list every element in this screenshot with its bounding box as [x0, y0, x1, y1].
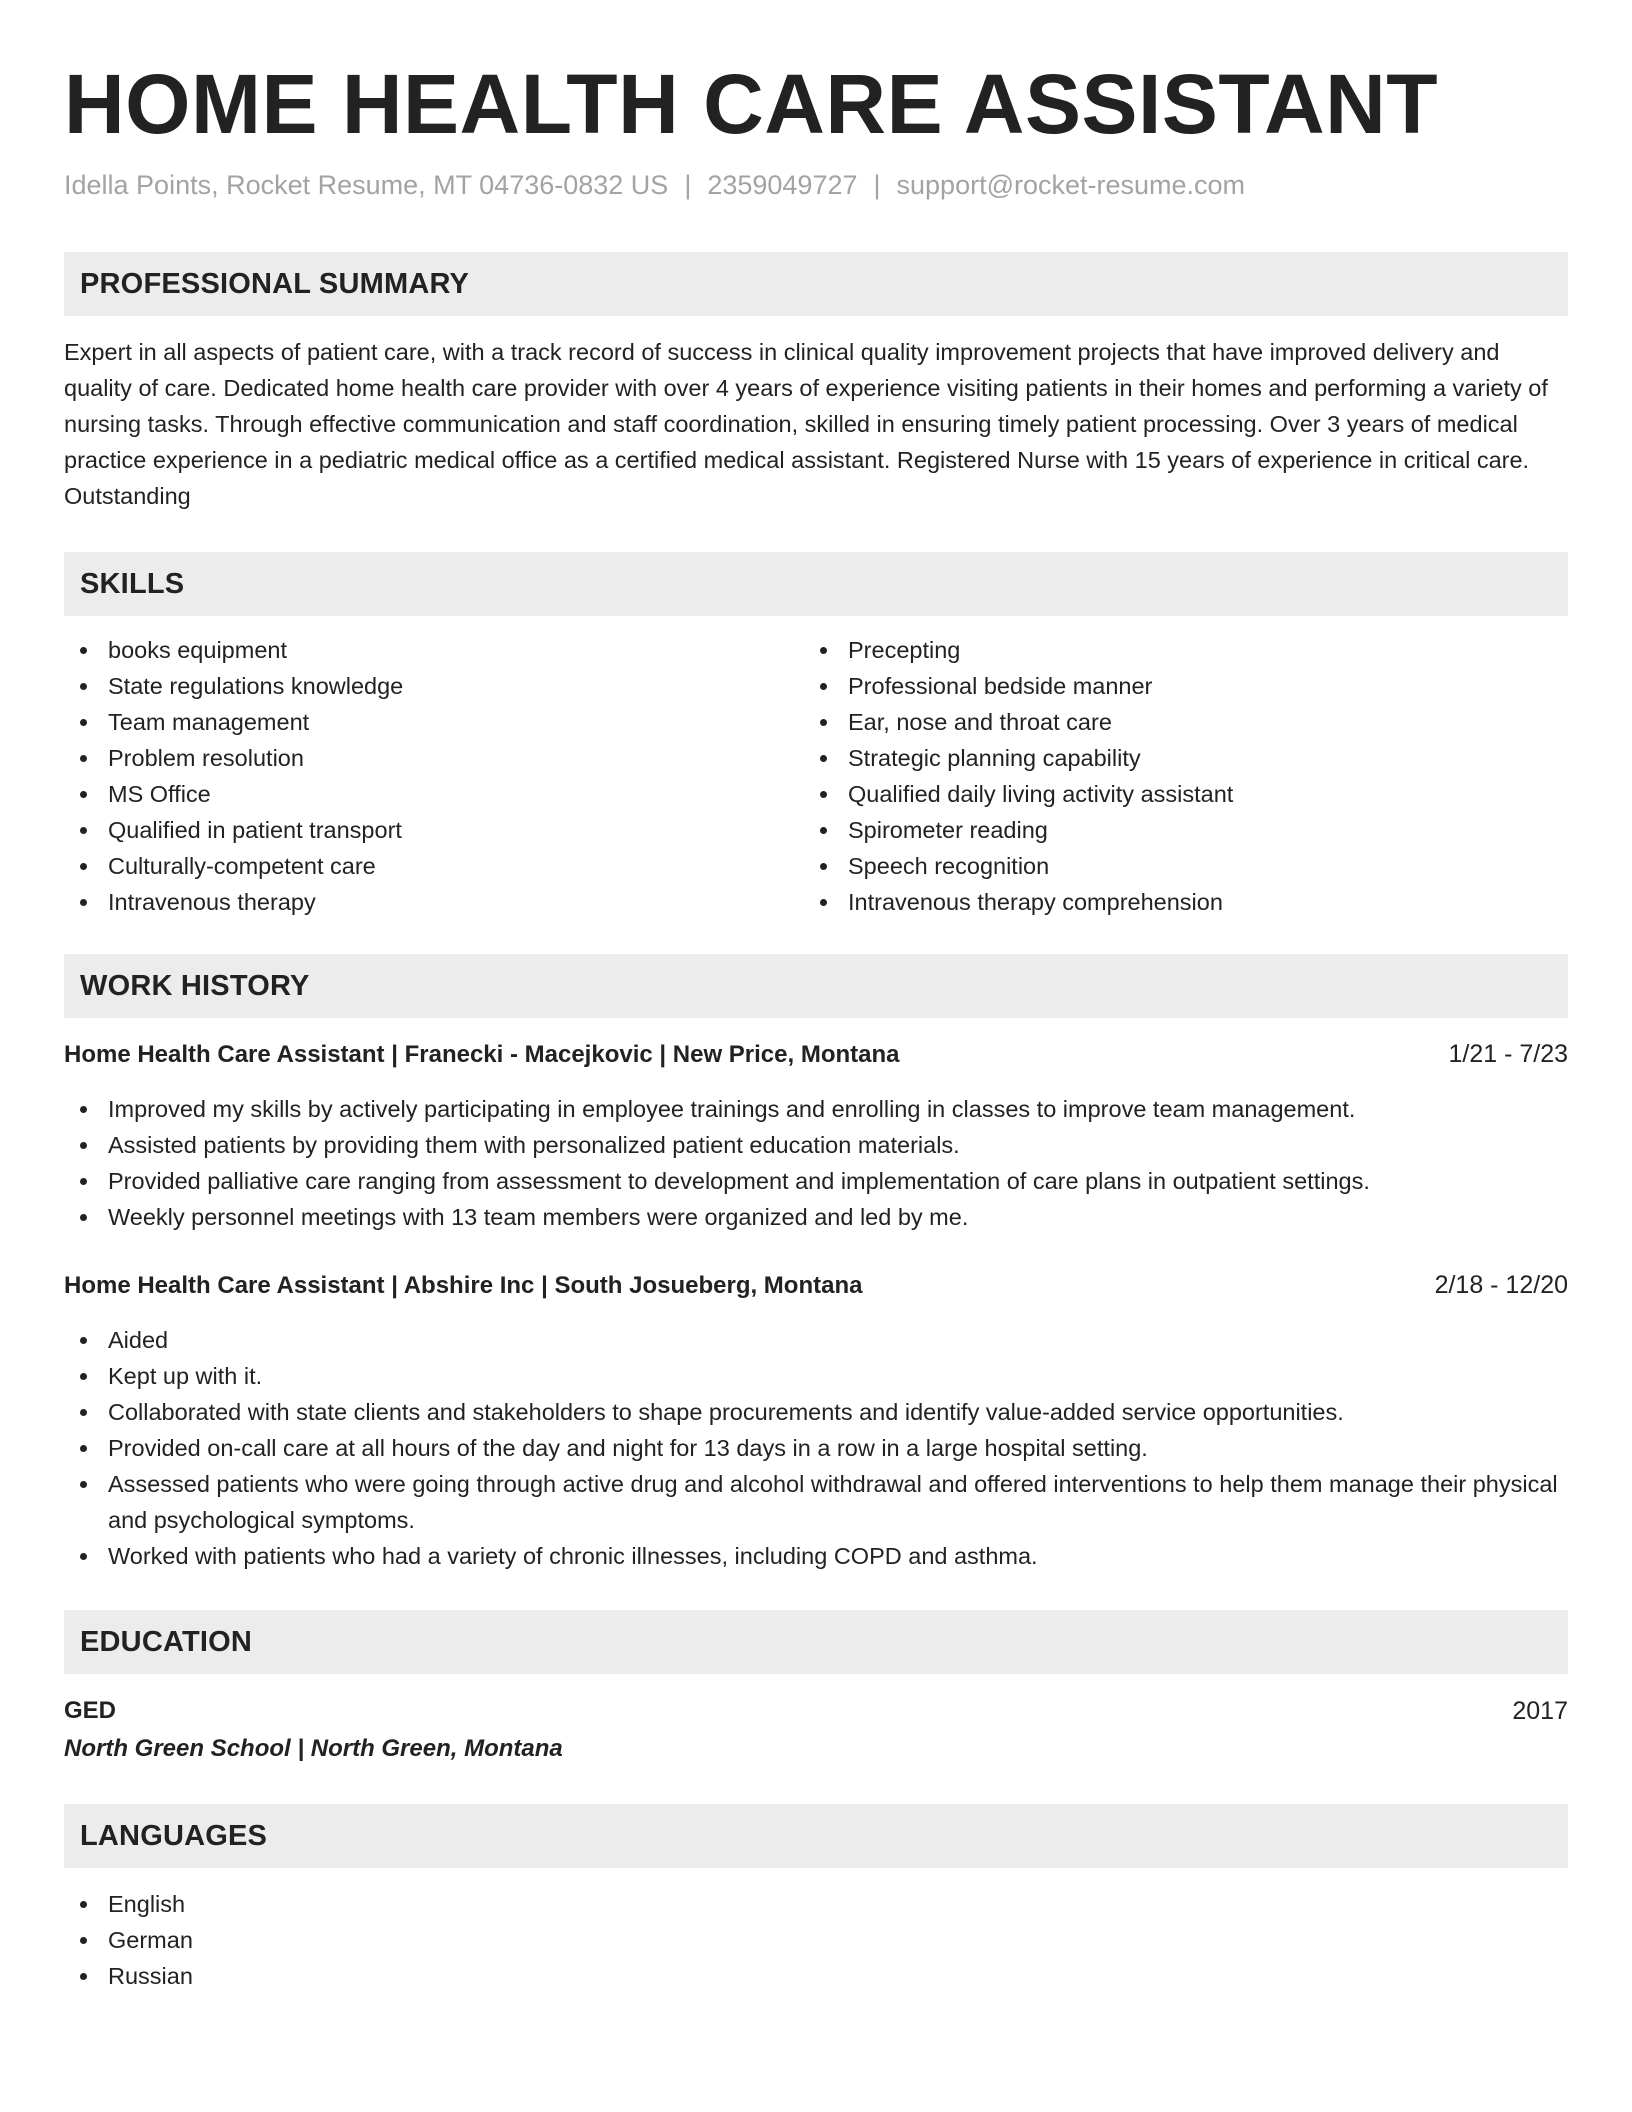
- job-bullet: Assisted patients by providing them with personalized patient education materials.: [64, 1127, 1568, 1163]
- skill-item: Speech recognition: [804, 848, 1544, 884]
- education-header: [64, 1692, 1568, 1730]
- skill-item: MS Office: [64, 776, 804, 812]
- skills-grid: [64, 632, 1568, 920]
- job-bullet: Aided: [64, 1322, 1568, 1358]
- skill-item: Problem resolution: [64, 740, 804, 776]
- skill-item: books equipment: [64, 632, 804, 668]
- job-header: [64, 1267, 1568, 1304]
- skills-column-left: [64, 632, 804, 920]
- skill-item: Intravenous therapy: [64, 884, 804, 920]
- job-bullets: [64, 1322, 1568, 1574]
- job-bullet: Worked with patients who had a variety of chronic illnesses, including COPD and asthma.: [64, 1538, 1568, 1574]
- skill-item: Intravenous therapy comprehension: [804, 884, 1544, 920]
- education-degree: GED: [64, 1697, 117, 1724]
- skill-item: Strategic planning capability: [804, 740, 1544, 776]
- skills-list-right: [804, 632, 1544, 920]
- job-bullet: Provided palliative care ranging from assessment to development and implementation of care plans in outpatient settings.: [64, 1163, 1568, 1199]
- language-item: Russian: [64, 1958, 1568, 1994]
- languages-section: [64, 1804, 1568, 1994]
- skill-item: Qualified daily living activity assistant: [804, 776, 1544, 812]
- language-item: German: [64, 1922, 1568, 1958]
- skill-item: Professional bedside manner: [804, 668, 1544, 704]
- contact-separator: |: [684, 170, 692, 200]
- job-dates: 1/21 - 7/23: [1448, 1040, 1568, 1068]
- languages-heading: LANGUAGES: [64, 1804, 1568, 1868]
- education-school: North Green School | North Green, Montana: [64, 1735, 563, 1762]
- job-entry: [64, 1267, 1568, 1574]
- job-bullet: Assessed patients who were going through active drug and alcohol withdrawal and offered interventions to help them manage their physical and psychological symptoms.: [64, 1466, 1568, 1538]
- skills-column-right: [804, 632, 1544, 920]
- work-history-heading: WORK HISTORY: [64, 954, 1568, 1018]
- contact-phone: 2359049727: [707, 170, 858, 200]
- work-history-section: [64, 954, 1568, 1574]
- education-section: [64, 1610, 1568, 1768]
- job-title: Home Health Care Assistant | Franecki - Macejkovic | New Price, Montana: [64, 1041, 900, 1068]
- skills-section: [64, 552, 1568, 920]
- skill-item: Precepting: [804, 632, 1544, 668]
- contact-email: support@rocket-resume.com: [896, 170, 1246, 200]
- language-item: English: [64, 1886, 1568, 1922]
- job-bullet: Improved my skills by actively participating in employee trainings and enrolling in classes to improve team management.: [64, 1091, 1568, 1127]
- job-header: [64, 1036, 1568, 1073]
- summary-section: [64, 252, 1568, 514]
- skill-item: Ear, nose and throat care: [804, 704, 1544, 740]
- job-bullet: Collaborated with state clients and stakeholders to shape procurements and identify value-added service opportunities.: [64, 1394, 1568, 1430]
- skill-item: Spirometer reading: [804, 812, 1544, 848]
- candidate-name: HOME HEALTH CARE ASSISTANT: [64, 57, 1439, 151]
- job-bullet: Kept up with it.: [64, 1358, 1568, 1394]
- summary-heading: PROFESSIONAL SUMMARY: [64, 252, 1568, 316]
- job-bullets: [64, 1091, 1568, 1235]
- summary-text: Expert in all aspects of patient care, with a track record of success in clinical quality improvement projects that have improved delivery and quality of care. Dedicated home health care provider with over 4 years of experience visiting patients in their homes and performing a variety of nursing tasks. Through effective communication and staff coordination, skilled in ensuring timely patient processing. Over 3 years of medical practice experience in a pediatric medical office as a certified medical assistant. Registered Nurse with 15 years of experience in critical care. Outstanding: [64, 339, 1548, 509]
- skills-heading: SKILLS: [64, 552, 1568, 616]
- contact-line: [64, 168, 1568, 202]
- languages-list: [64, 1886, 1568, 1994]
- education-year: 2017: [1512, 1697, 1568, 1725]
- skill-item: State regulations knowledge: [64, 668, 804, 704]
- job-entry: [64, 1036, 1568, 1235]
- job-dates: 2/18 - 12/20: [1434, 1271, 1568, 1299]
- contact-separator: |: [873, 170, 881, 200]
- job-title: Home Health Care Assistant | Abshire Inc | South Josueberg, Montana: [64, 1272, 863, 1299]
- skills-list-left: [64, 632, 804, 920]
- skill-item: Qualified in patient transport: [64, 812, 804, 848]
- job-bullet: Provided on-call care at all hours of the day and night for 13 days in a row in a large hospital setting.: [64, 1430, 1568, 1466]
- contact-address: Idella Points, Rocket Resume, MT 04736-0832 US: [64, 170, 669, 200]
- education-heading: EDUCATION: [64, 1610, 1568, 1674]
- education-entry: [64, 1692, 1568, 1768]
- skill-item: Team management: [64, 704, 804, 740]
- skill-item: Culturally-competent care: [64, 848, 804, 884]
- job-bullet: Weekly personnel meetings with 13 team members were organized and led by me.: [64, 1199, 1568, 1235]
